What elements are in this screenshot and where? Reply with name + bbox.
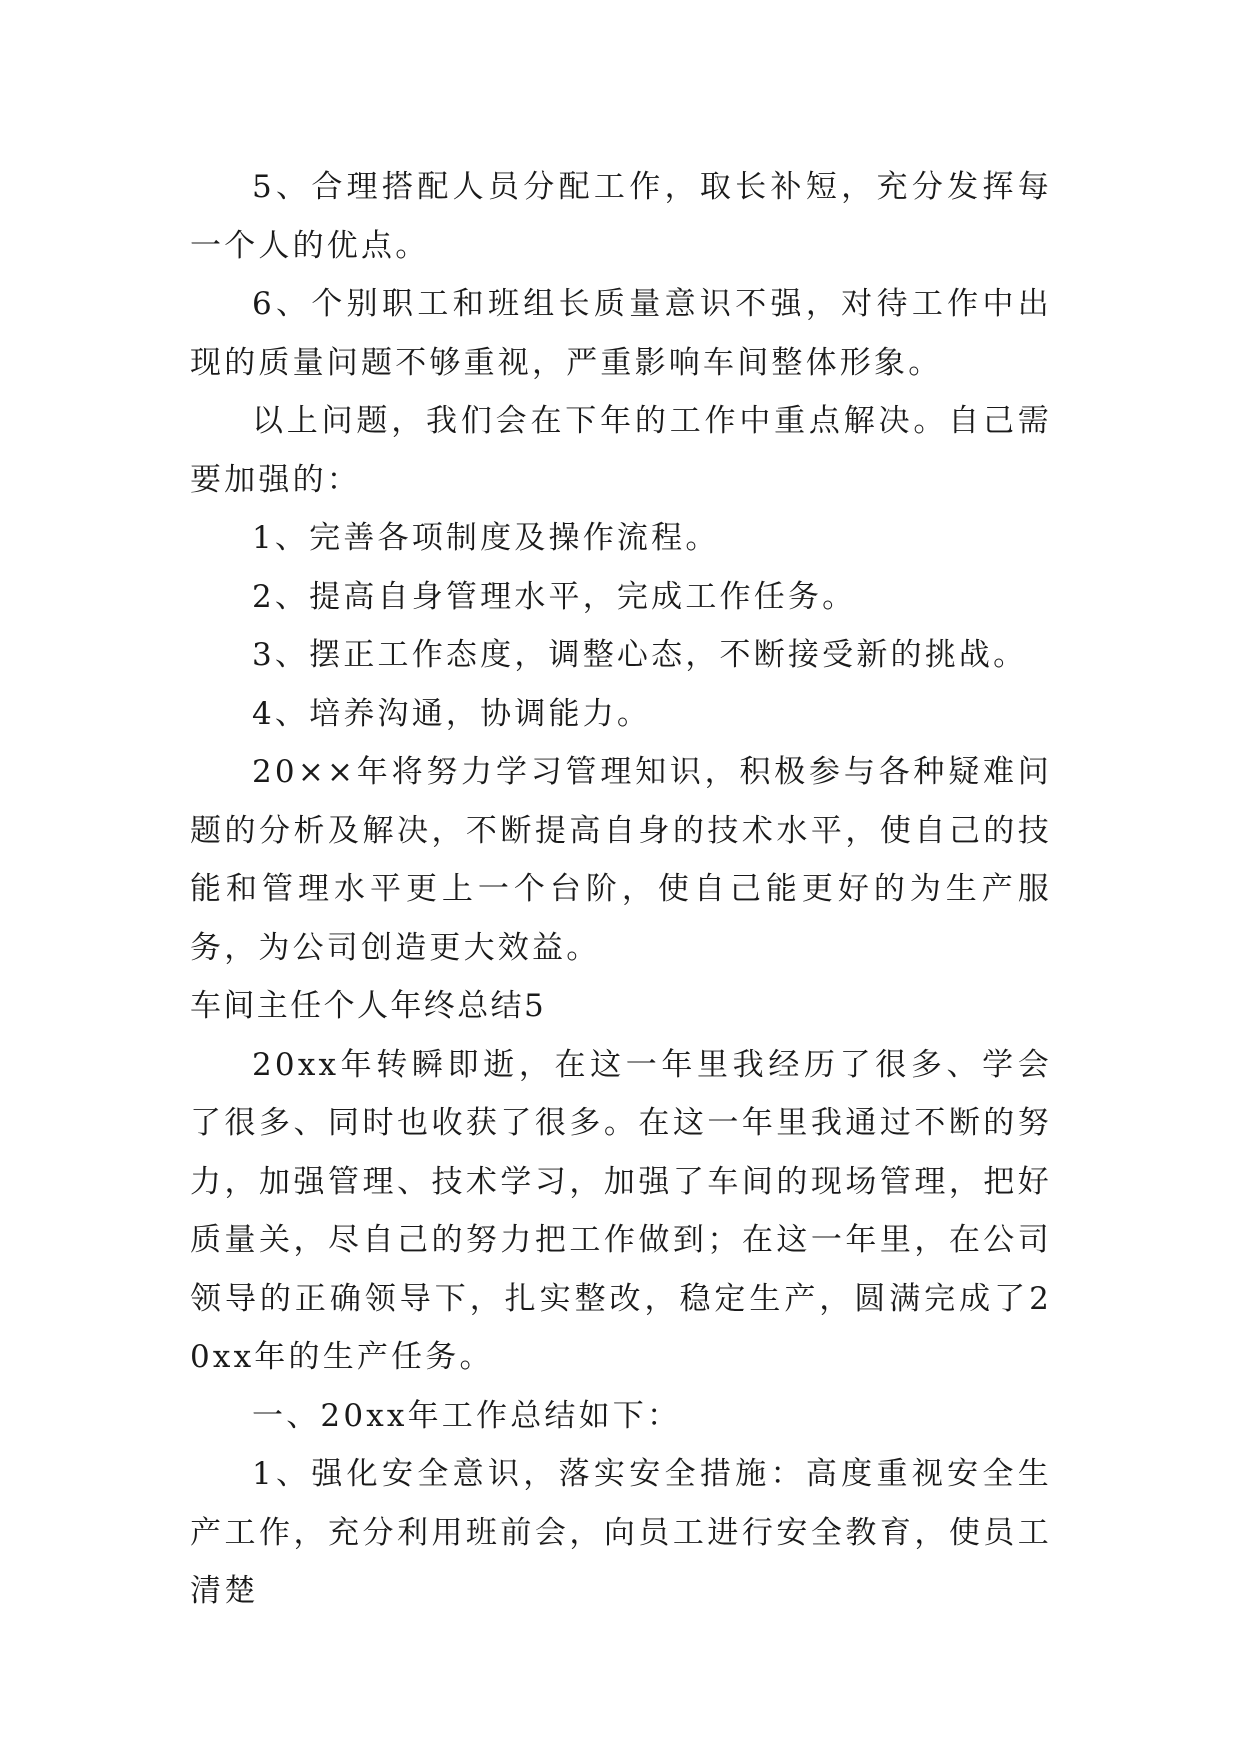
- section-item-1: 1、强化安全意识，落实安全措施：高度重视安全生产工作，充分利用班前会，向员工进行安全教育，使员工清楚: [190, 1456, 1052, 1609]
- paragraph-improve-1: 1、完善各项制度及操作流程。: [252, 520, 720, 556]
- document-body: [190, 158, 1052, 1621]
- paragraph-improve-4: 4、培养沟通，协调能力。: [252, 695, 652, 732]
- paragraph-improve-3: 3、摆正工作态度，调整心态，不断接受新的挑战。: [252, 637, 1028, 673]
- paragraph-next-year-plan: 20××年将努力学习管理知识，积极参与各种疑难问题的分析及解决，不断提高自身的技术水平，使自己的技能和管理水平更上一个台阶，使自己能更好的为生产服务，为公司创造更大效益。: [190, 754, 1052, 966]
- paragraph-item-5: 5、合理搭配人员分配工作，取长补短，充分发挥每一个人的优点。: [190, 169, 1052, 264]
- section-subheading: 一、20xx年工作总结如下：: [252, 1397, 682, 1434]
- paragraph-summary-intro: 以上问题，我们会在下年的工作中重点解决。自己需要加强的：: [190, 403, 1052, 498]
- paragraph-item-6: 6、个别职工和班组长质量意识不强，对待工作中出现的质量问题不够重视，严重影响车间整体形象。: [190, 286, 1052, 381]
- paragraph-improve-2: 2、提高自身管理水平，完成工作任务。: [252, 578, 857, 615]
- section-title: 车间主任个人年终总结5: [190, 988, 547, 1024]
- section-intro-paragraph: 20xx年转瞬即逝，在这一年里我经历了很多、学会了很多、同时也收获了很多。在这一年里我通过不断的努力，加强管理、技术学习，加强了车间的现场管理，把好质量关，尽自己的努力把工作做到；在这一年里，在公司领导的正确领导下，扎实整改，稳定生产，圆满完成了20xx年的生产任务。: [190, 1046, 1052, 1375]
